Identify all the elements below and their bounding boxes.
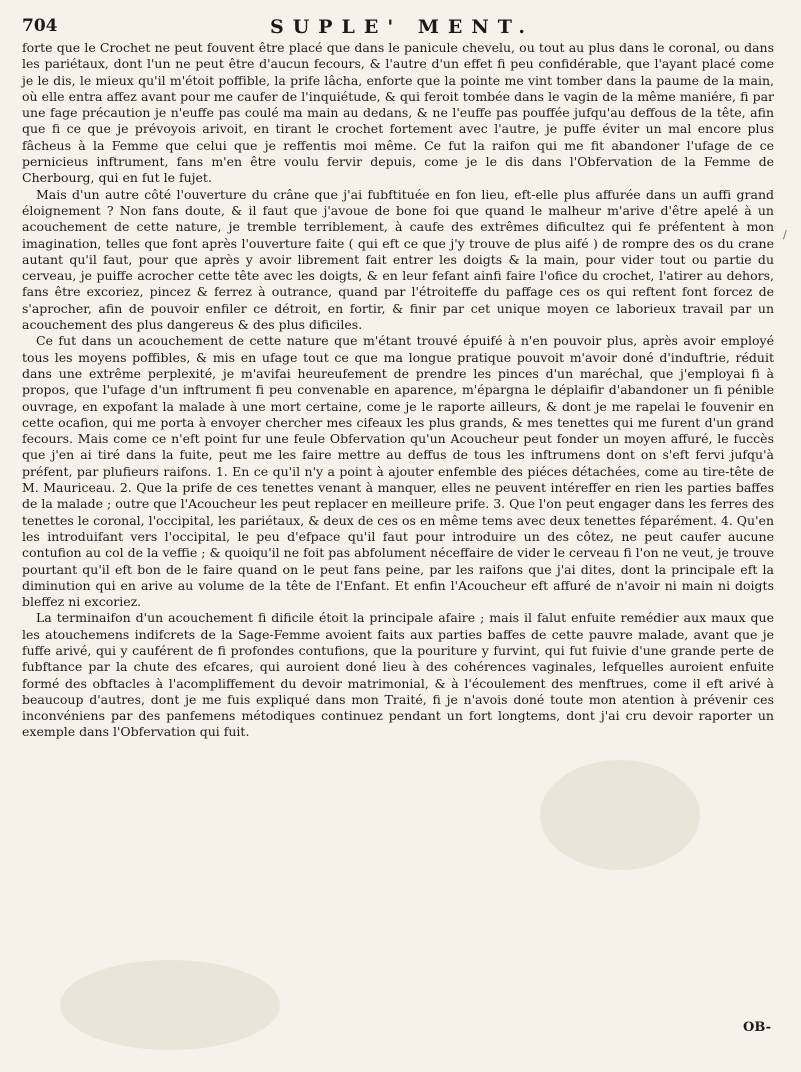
margin-mark: / [783,228,787,241]
paragraph: Ce fut dans un acouchement de cette nature que m'étant trouvé épuifé à n'en pouvoir plus, après avoir employé tous les moyens poffibles, & mis en ufage tout ce que ma longue pratique pouvoit m'avoir doné d'induftrie, réduit dans une extrême perplexité, je m'avifai heureufement de prendre les pinces d'un maréchal, que j'employai fi à propos, que l'ufage d'un inftrument fi peu convenable en aparence, m'épargna le déplaifir d'abandoner un fi pénible ouvrage, en expofant la malade à une mort certaine, come je le raporte ailleurs, & dont je me rapelai le fouvenir en cette ocafion, qui me porta à envoyer chercher mes cifeaux les plus grands, & mes tenettes qui me furent d'un grand fecours. Mais come ce n'eft point fur une feule Obfervation qu'un Acoucheur peut fonder un moyen affuré, le fuccès que j'en ai tiré dans la fuite, peut me les faire mettre au deffus de tous les inftrumens dont on s'eft fervi jufqu'à préfent, par plufieurs raifons. 1. En ce qu'il n'y a point à ajouter enfemble des piéces détachées, come au tire-tête de M. Mauriceau. 2. Que la prife de ces tenettes venant à manquer, elles ne peuvent intéreffer en rien les parties baffes de la malade ; outre que l'Acoucheur les peut replacer en meilleure prife. 3. Que l'on peut engager dans les ferres des tenettes le coronal, l'occipital, les pariétaux, & deux de ces os en même tems avec deux tenettes féparément. 4. Qu'en les introduifant vers l'occipital, le peu d'efpace qu'il faut pour introduire un des côtez, ne peut caufer aucune contufion au col de la veffie ; & quoiqu'il ne foit pas abfolument néceffaire de vider le cerveau fi l'on ne veut, je trouve pourtant qu'il eft bon de le faire quand on le peut fans peine, par les raifons que j'ai dites, dont la principale eft la diminution qui en arive au volume de la tête de l'Enfant. Et enfin l'Acoucheur eft affuré de n'avoir ni main ni doigts bleffez ni excoriez. [22,333,774,610]
body-text [22,40,774,741]
paragraph: forte que le Crochet ne peut fouvent être placé que dans le panicule chevelu, ou tout au plus dans le coronal, ou dans les pariétaux, dont l'un ne peut être d'aucun fecours, & l'autre d'un effet fi peu confidérable, que l'ayant placé come je le dis, le mieux qu'il m'étoit poffible, la prife lâcha, enforte que la pointe me vint tomber dans la paume de la main, où elle entra affez avant pour me caufer de l'inquiétude, & qui feroit tombée dans le vagin de la même maniére, fi par une fage précaution je n'euffe pas coulé ma main au dedans, & ne l'euffe pas pouffée jufqu'au deffous de la tête, afin que fi ce que je prévoyois arivoit, en tirant le crochet fortement avec l'autre, je puffe éviter un mal encore plus fâcheus à la Femme que celui que je reffentis moi même. Ce fut la raifon qui me fit abandoner l'ufage de ce pernicieus inftrument, fans m'en être voulu fervir depuis, come je le dis dans l'Obfervation de la Femme de Cherbourg, qui en fut le fujet. [22,40,774,186]
paper-stain [540,760,700,870]
catchword: OB- [743,1020,771,1035]
paper-stain [60,960,280,1050]
running-title: SUPLE' MENT. [269,16,535,38]
paragraph: Mais d'un autre côté l'ouverture du crâne que j'ai fubftituée en fon lieu, eft-elle plus affurée dans un auffi grand éloignement ? Non fans doute, & il faut que j'avoue de bone foi que quand le malheur m'arive d'être apelé à un acouchement de cette nature, je tremble terriblement, à caufe des extrêmes dificultez qui fe préfentent à mon imagination, telles que font après l'ouverture faite ( qui eft ce que j'y trouve de plus aifé ) de rompre des os du crane autant qu'il faut, pour que après y avoir librement fait entrer les doigts & la main, pour vider tout ou partie du cerveau, je puiffe acrocher cette tête avec les doigts, & en leur fefant ainfi faire l'ofice du crochet, l'atirer au dehors, fans être excoriez, pincez & ferrez à outrance, quand par l'étroiteffe du paffage ces os qui reftent font forcez de s'aprocher, afin de pouvoir enfiler ce détroit, en fortir, & finir par cet unique moyen ce laborieux travail par un acouchement des plus dangereus & des plus dificiles. [22,186,774,333]
paragraph: La terminaifon d'un acouchement fi dificile étoit la principale afaire ; mais il falut enfuite remédier aux maux que les atouchemens indifcrets de la Sage-Femme avoient faits aux parties baffes de cette pauvre malade, avant que je fuffe arivé, qui y cauférent de fi profondes contufions, que la pouriture y furvint, qui fut fuivie d'une grande perte de fubftance par la chute des efcares, qui auroient doné lieu à des cohérences vaginales, lefquelles auroient enfuite formé des obftacles à l'acompliffement du devoir matrimonial, & à l'écoulement des menftrues, come il eft arivé à beaucoup d'autres, dont je me fuis expliqué dans mon Traité, fi je n'avois doné toute mon atention à prévenir ces inconvéniens par des panfemens métodiques continuez pendant un fort longtems, dont j'ai cru devoir raporter un exemple dans l'Obfervation qui fuit. [22,610,774,740]
page-number: 704 [22,16,58,36]
